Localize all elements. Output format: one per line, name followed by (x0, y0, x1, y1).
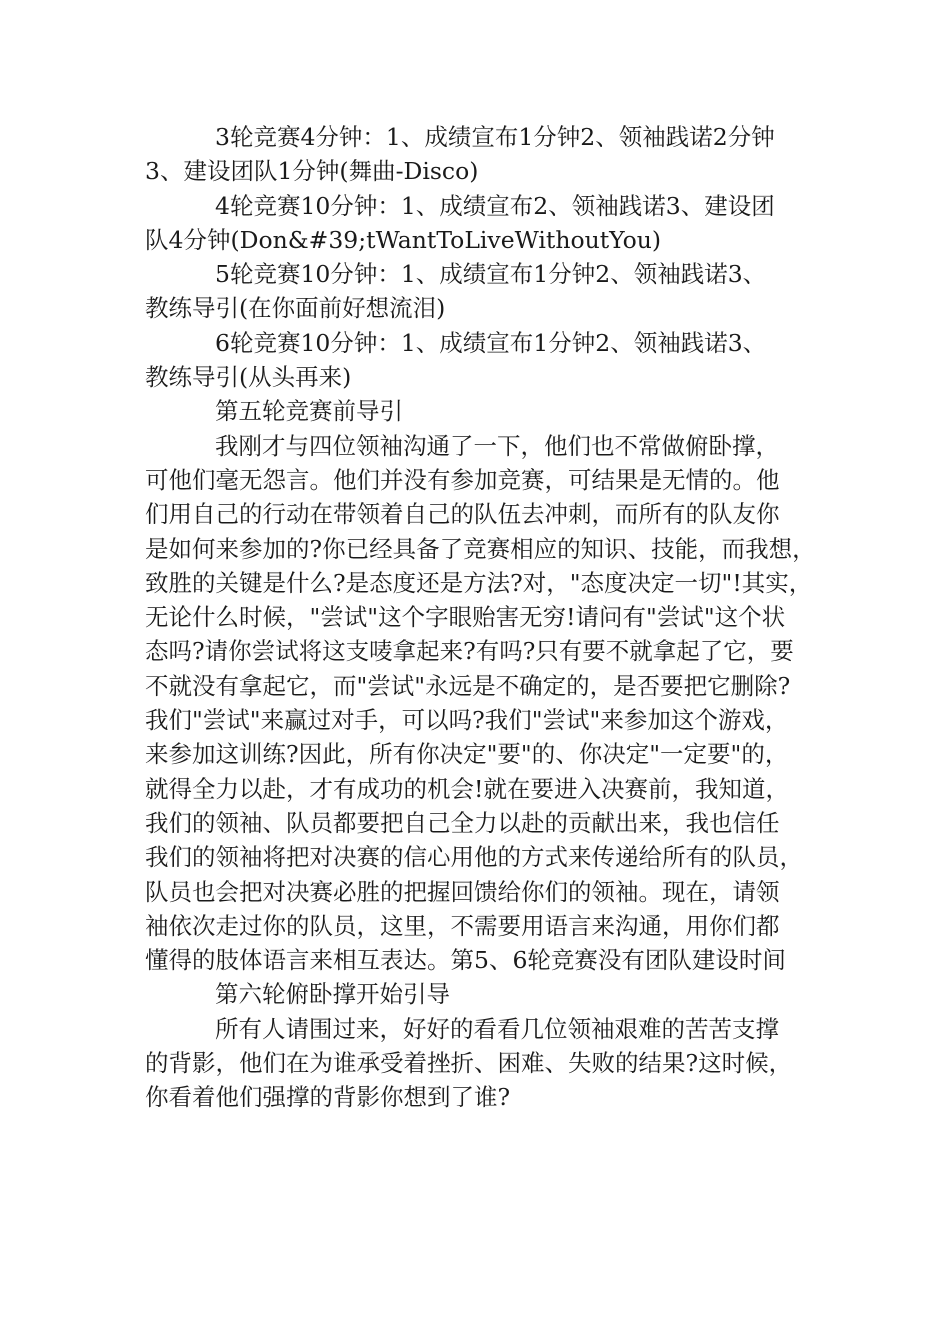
text-line: 你看着他们强撑的背影你想到了谁? (145, 1083, 511, 1112)
section-heading: 第五轮竞赛前导引 (215, 397, 403, 426)
text-line: 5轮竞赛10分钟：1、成绩宣布1分钟2、领袖践诺3、 (215, 260, 767, 289)
text-line: 4轮竞赛10分钟：1、成绩宣布2、领袖践诺3、建设团 (215, 191, 775, 220)
text-line: 态吗?请你尝试将这支唛拿起来?有吗?只有要不就拿起了它，要 (145, 637, 794, 666)
text-line: 的背影，他们在为谁承受着挫折、困难、失败的结果?这时候， (145, 1049, 793, 1078)
text-line: 6轮竞赛10分钟：1、成绩宣布1分钟2、领袖践诺3、 (215, 328, 767, 357)
text-line: 不就没有拿起它，而"尝试"永远是不确定的，是否要把它删除? (145, 671, 791, 700)
text-line: 3轮竞赛4分钟：1、成绩宣布1分钟2、领袖践诺2分钟 (215, 123, 775, 151)
text-line: 我们的领袖将把对决赛的信心用他的方式来传递给所有的队员， (145, 843, 803, 872)
text-line: 懂得的肢体语言来相互表达。第5、6轮竞赛没有团队建设时间 (145, 946, 786, 975)
text-line: 可他们毫无怨言。他们并没有参加竞赛，可结果是无情的。他 (145, 465, 780, 494)
text-line: 队员也会把对决赛必胜的把握回馈给你们的领袖。现在，请领 (145, 877, 780, 906)
text-line: 3、建设团队1分钟(舞曲-Disco) (145, 157, 479, 186)
text-line: 就得全力以赴，才有成功的机会!就在要进入决赛前，我知道， (145, 774, 789, 803)
text-line: 教练导引(在你面前好想流泪) (145, 294, 446, 323)
text-line: 队4分钟(Don&#39;tWantToLiveWithoutYou) (145, 225, 662, 254)
text-line: 来参加这训练?因此，所有你决定"要"的、你决定"一定要"的， (145, 740, 789, 769)
text-line: 所有人请围过来，好好的看看几位领袖艰难的苦苦支撑 (215, 1014, 779, 1043)
text-line: 是如何来参加的?你已经具备了竞赛相应的知识、技能，而我想， (145, 534, 816, 563)
text-line: 我们"尝试"来赢过对手，可以吗?我们"尝试"来参加这个游戏， (145, 706, 789, 735)
text-line: 致胜的关键是什么?是态度还是方法?对，"态度决定一切"!其实， (145, 568, 813, 597)
document-body (145, 120, 816, 1115)
text-line: 我们的领袖、队员都要把自己全力以赴的贡献出来，我也信任 (145, 808, 780, 837)
text-line: 我刚才与四位领袖沟通了一下，他们也不常做俯卧撑， (215, 431, 779, 460)
text-line: 无论什么时候，"尝试"这个字眼贻害无穷!请问有"尝试"这个状 (145, 603, 786, 632)
text-line: 教练导引(从头再来) (145, 363, 352, 392)
text-line: 们用自己的行动在带领着自己的队伍去冲刺，而所有的队友你 (145, 500, 780, 529)
section-heading: 第六轮俯卧撑开始引导 (215, 980, 450, 1009)
text-line: 袖依次走过你的队员，这里，不需要用语言来沟通，用你们都 (145, 911, 780, 940)
